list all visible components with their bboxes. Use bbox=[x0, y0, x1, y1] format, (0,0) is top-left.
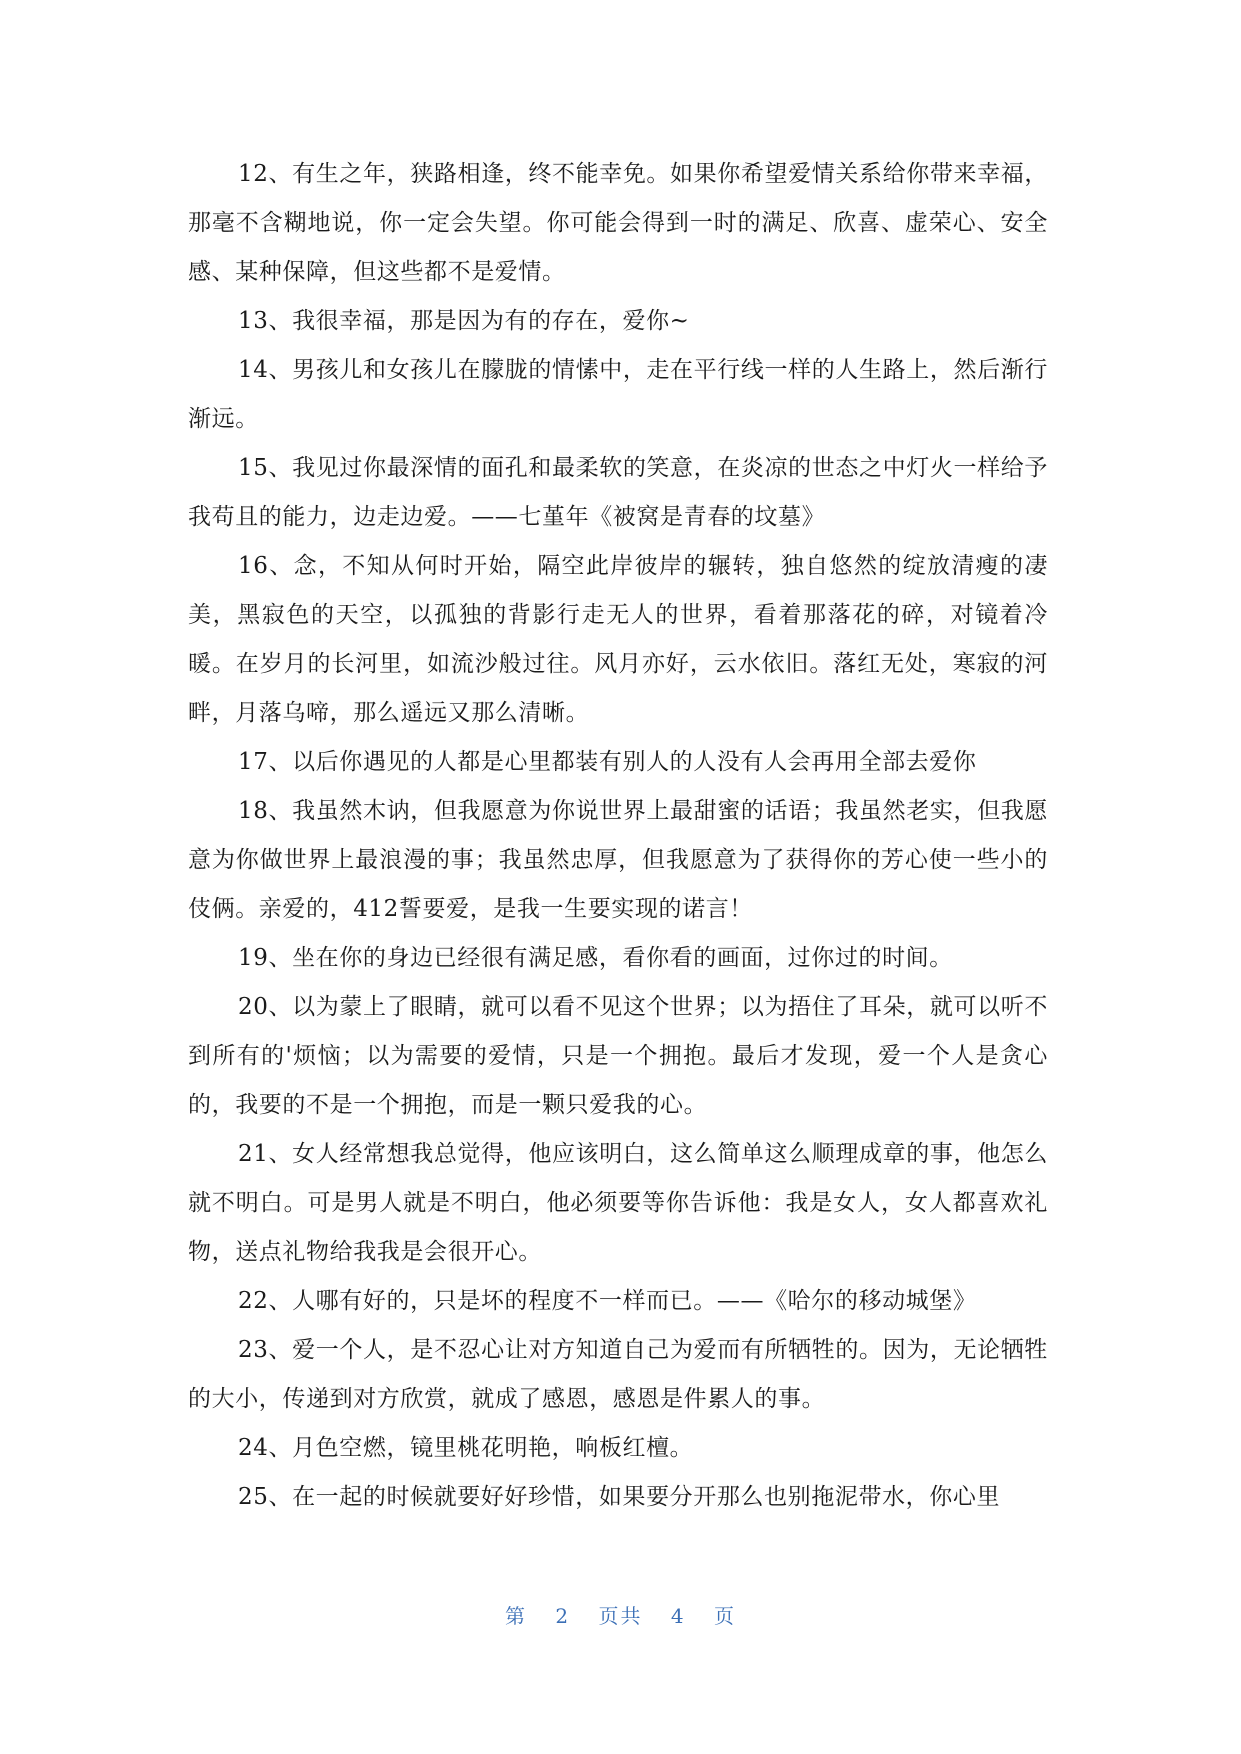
page-label-prefix: 第 bbox=[505, 1604, 528, 1628]
paragraph-25: 25、在一起的时候就要好好珍惜，如果要分开那么也别拖泥带水，你心里 bbox=[238, 1484, 1001, 1510]
document-body bbox=[188, 150, 1048, 1522]
paragraph-15: 15、我见过你最深情的面孔和最柔软的笑意，在炎凉的世态之中灯火一样给予我苟且的能力，边走边爱。——七堇年《被窝是青春的坟墓》 bbox=[188, 455, 1048, 530]
paragraph-17: 17、以后你遇见的人都是心里都装有别人的人没有人会再用全部去爱你 bbox=[238, 749, 977, 775]
paragraph-16: 16、念，不知从何时开始，隔空此岸彼岸的辗转，独自悠然的绽放清瘦的凄美，黑寂色的天空，以孤独的背影行走无人的世界，看着那落花的碎，对镜着冷暖。在岁月的长河里，如流沙般过往。风月亦好，云水依旧。落红无处，寒寂的河畔，月落乌啼，那么遥远又那么清晰。 bbox=[188, 553, 1048, 726]
paragraph-20: 20、以为蒙上了眼睛，就可以看不见这个世界；以为捂住了耳朵，就可以听不到所有的'烦恼；以为需要的爱情，只是一个拥抱。最后才发现，爱一个人是贪心的，我要的不是一个拥抱，而是一颗只爱我的心。 bbox=[188, 994, 1048, 1118]
paragraph-13: 13、我很幸福，那是因为有的存在，爱你~ bbox=[238, 308, 690, 334]
paragraph-21: 21、女人经常想我总觉得，他应该明白，这么简单这么顺理成章的事，他怎么就不明白。可是男人就是不明白，他必须要等你告诉他：我是女人，女人都喜欢礼物，送点礼物给我我是会很开心。 bbox=[188, 1141, 1048, 1265]
paragraph-19: 19、坐在你的身边已经很有满足感，看你看的画面，过你过的时间。 bbox=[238, 945, 953, 971]
paragraph-22: 22、人哪有好的，只是坏的程度不一样而已。——《哈尔的移动城堡》 bbox=[238, 1288, 977, 1314]
paragraph-23: 23、爱一个人，是不忍心让对方知道自己为爱而有所牺牲的。因为，无论牺牲的大小，传递到对方欣赏，就成了感恩，感恩是件累人的事。 bbox=[188, 1337, 1048, 1412]
page-number-footer bbox=[0, 1600, 1241, 1629]
page-label-middle: 页共 bbox=[598, 1604, 643, 1628]
paragraph-14: 14、男孩儿和女孩儿在朦胧的情愫中，走在平行线一样的人生路上，然后渐行渐远。 bbox=[188, 357, 1048, 432]
current-page-number: 2 bbox=[555, 1604, 571, 1628]
paragraph-24: 24、月色空燃，镜里桃花明艳，响板红檀。 bbox=[238, 1435, 694, 1461]
paragraph-12: 12、有生之年，狭路相逢，终不能幸免。如果你希望爱情关系给你带来幸福，那毫不含糊地说，你一定会失望。你可能会得到一时的满足、欣喜、虚荣心、安全感、某种保障，但这些都不是爱情。 bbox=[188, 161, 1048, 285]
page-label-suffix: 页 bbox=[713, 1604, 736, 1628]
paragraph-18: 18、我虽然木讷，但我愿意为你说世界上最甜蜜的话语；我虽然老实，但我愿意为你做世界上最浪漫的事；我虽然忠厚，但我愿意为了获得你的芳心使一些小的伎俩。亲爱的，412誓要爱，是我一生要实现的诺言！ bbox=[188, 798, 1048, 922]
total-page-number: 4 bbox=[670, 1604, 686, 1628]
